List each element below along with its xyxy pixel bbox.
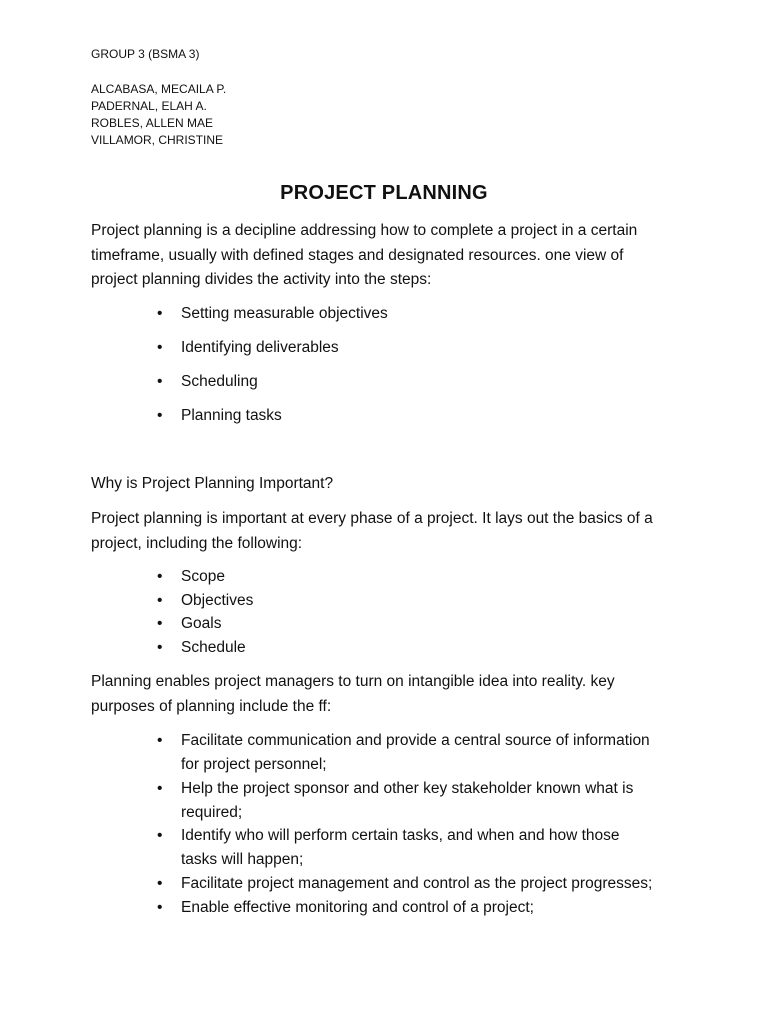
bullet-marker: •	[157, 875, 163, 892]
bullet-marker: •	[157, 592, 163, 609]
list-item-text: Objectives	[181, 592, 254, 609]
list-item-text: Scheduling	[181, 373, 258, 390]
purposes-paragraph	[91, 670, 691, 719]
list-item-text: Goals	[181, 615, 222, 632]
bullet-marker: •	[157, 305, 163, 322]
member-name: PADERNAL, ELAH A.	[91, 99, 207, 113]
bullet-marker: •	[157, 639, 163, 656]
list-item-line: Help the project sponsor and other key stakeholder known what is	[181, 780, 634, 797]
list-item-text	[181, 729, 681, 777]
list-item-text: Identifying deliverables	[181, 339, 339, 356]
bullet-marker: •	[157, 615, 163, 632]
list-item-text: Scope	[181, 568, 225, 585]
list-item-line: required;	[181, 804, 243, 821]
member-name: VILLAMOR, CHRISTINE	[91, 133, 224, 147]
bullet-marker: •	[157, 339, 163, 356]
bullet-marker: •	[157, 827, 163, 844]
bullet-marker: •	[157, 407, 163, 424]
document-title: PROJECT PLANNING	[280, 182, 488, 204]
bullet-marker: •	[157, 899, 163, 916]
bullet-marker: •	[157, 780, 163, 797]
paragraph-line: project planning divides the activity into the steps:	[91, 271, 432, 288]
paragraph-line: Planning enables project managers to turn on intangible idea into reality. key	[91, 673, 615, 690]
list-item-text: Enable effective monitoring and control of a project;	[181, 899, 534, 916]
member-name: ALCABASA, MECAILA P.	[91, 82, 227, 96]
list-item-text	[181, 777, 681, 825]
section-heading: Why is Project Planning Important?	[91, 475, 334, 492]
list-item-line: Facilitate communication and provide a central source of information	[181, 732, 650, 749]
paragraph-line: purposes of planning include the ff:	[91, 697, 332, 715]
list-item-text: Schedule	[181, 639, 246, 656]
list-item-text	[181, 824, 681, 872]
list-item-text: Facilitate project management and control as the project progresses;	[181, 875, 653, 892]
list-item-line: for project personnel;	[181, 756, 327, 773]
paragraph-line: Project planning is a decipline addressing how to complete a project in a certain	[91, 222, 638, 239]
bullet-marker: •	[157, 732, 163, 749]
list-item-line: tasks will happen;	[181, 851, 304, 868]
bullet-marker: •	[157, 568, 163, 585]
paragraph-line: timeframe, usually with defined stages and designated resources. one view of	[91, 246, 624, 264]
paragraph-line: Project planning is important at every phase of a project. It lays out the basics of a	[91, 510, 653, 527]
group-label: GROUP 3 (BSMA 3)	[91, 47, 200, 61]
paragraph-line: project, including the following:	[91, 534, 303, 552]
intro-paragraph	[91, 219, 691, 293]
list-item-line: Identify who will perform certain tasks, and when and how those	[181, 827, 620, 844]
list-item-text: Planning tasks	[181, 407, 282, 424]
importance-paragraph	[91, 507, 691, 556]
member-name: ROBLES, ALLEN MAE	[91, 116, 214, 130]
bullet-marker: •	[157, 373, 163, 390]
list-item-text: Setting measurable objectives	[181, 305, 388, 322]
